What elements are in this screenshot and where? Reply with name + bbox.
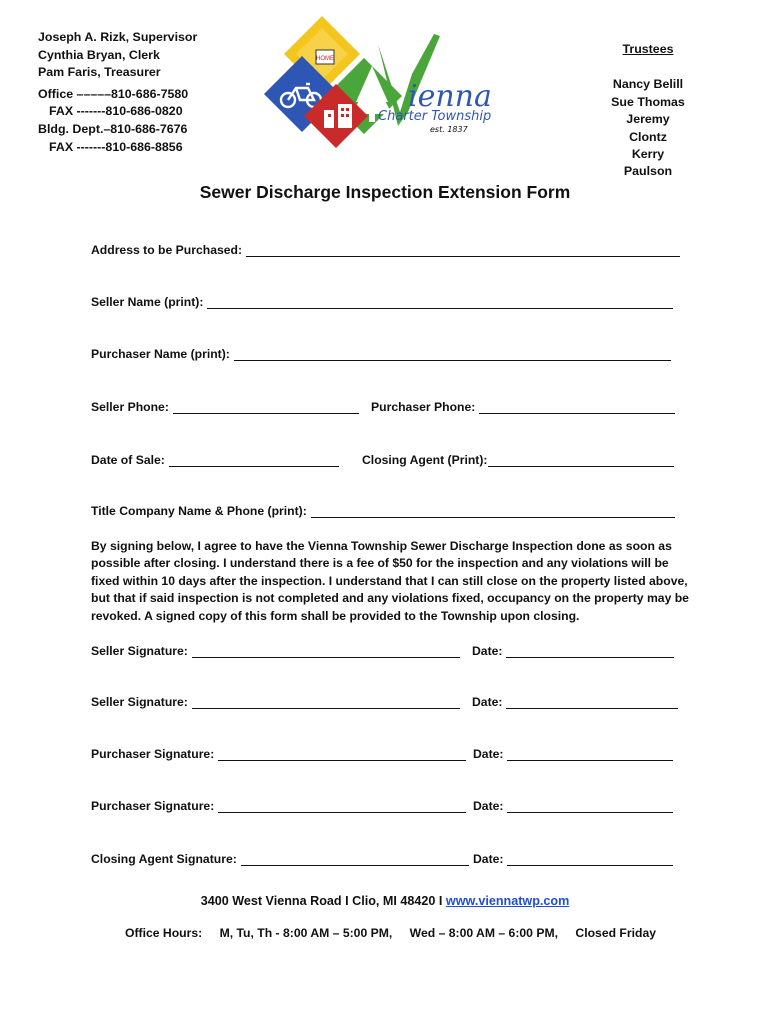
closing-agent-date-field bbox=[473, 852, 673, 866]
logo-subtitle: Charter Township bbox=[378, 109, 492, 124]
seller-phone-input[interactable] bbox=[173, 401, 359, 414]
officials-block bbox=[38, 29, 197, 156]
date-of-sale-field bbox=[91, 453, 339, 467]
title-company-field bbox=[91, 504, 675, 518]
purchaser-phone-field bbox=[371, 400, 675, 414]
title-company-label: Title Company Name & Phone (print): bbox=[91, 504, 307, 518]
website-link[interactable]: www.viennatwp.com bbox=[445, 894, 570, 908]
purchaser-name-field bbox=[91, 347, 671, 361]
hours-friday: Closed Friday bbox=[575, 926, 656, 940]
purchaser-signature-input[interactable] bbox=[218, 800, 466, 813]
logo-name: ienna bbox=[408, 79, 492, 114]
closing-agent-signature-label: Closing Agent Signature: bbox=[91, 852, 237, 866]
seller-signature-field-2 bbox=[91, 695, 460, 709]
closing-agent-print-label: Closing Agent (Print): bbox=[362, 453, 488, 467]
purchaser-date-field-1 bbox=[473, 747, 673, 761]
title-company-input[interactable] bbox=[311, 505, 675, 518]
purchaser-signature-label: Purchaser Signature: bbox=[91, 747, 215, 761]
seller-signature-input[interactable] bbox=[192, 696, 460, 709]
office-hours bbox=[125, 926, 670, 940]
address-input[interactable] bbox=[246, 244, 680, 257]
trustee-name: Nancy Belill bbox=[612, 77, 684, 92]
agreement-paragraph: By signing below, I agree to have the Vienna Township Sewer Discharge Inspection done as soon as possible after closing. I understand there is a fee of $50 for the inspection and any violations will be fixed within 10 days after the inspection. I understand that I can still close on the property listed above, but that if said inspection is not completed and any violations fixed, occupancy on the property may be revoked. A signed copy of this form shall be provided to the Township upon closing. bbox=[91, 539, 689, 623]
seller-signature-input[interactable] bbox=[192, 645, 460, 658]
official-supervisor: Joseph A. Rizk, Supervisor bbox=[38, 30, 198, 44]
date-input[interactable] bbox=[507, 748, 673, 761]
vienna-township-logo bbox=[262, 14, 512, 160]
seller-date-field-2 bbox=[472, 695, 678, 709]
trustee-name: Kerry Paulson bbox=[623, 147, 673, 179]
office-hours-label: Office Hours: bbox=[125, 926, 203, 940]
hours-wed: Wed – 8:00 AM – 6:00 PM, bbox=[409, 926, 559, 940]
seller-name-field bbox=[91, 295, 673, 309]
purchaser-date-field-2 bbox=[473, 799, 673, 813]
contact-office: Office –––––810-686-7580 bbox=[38, 86, 189, 101]
official-treasurer: Pam Faris, Treasurer bbox=[38, 65, 161, 80]
date-input[interactable] bbox=[506, 645, 674, 658]
closing-agent-signature-input[interactable] bbox=[241, 853, 469, 866]
seller-name-label: Seller Name (print): bbox=[91, 295, 204, 309]
svg-text:HOME: HOME bbox=[316, 56, 334, 62]
logo-est: est. 1837 bbox=[430, 125, 468, 134]
closing-agent-print-input[interactable] bbox=[488, 454, 674, 467]
trustees-block bbox=[568, 41, 688, 181]
contact-bldg-dept: Bldg. Dept.–810-686-7676 bbox=[38, 121, 188, 136]
date-input[interactable] bbox=[507, 853, 673, 866]
address-field bbox=[91, 243, 680, 257]
hours-mtuth: M, Tu, Th - 8:00 AM – 5:00 PM, bbox=[219, 926, 393, 940]
closing-agent-print-field bbox=[362, 453, 674, 467]
contact-fax: FAX -------810-686-0820 bbox=[49, 104, 183, 119]
purchaser-phone-input[interactable] bbox=[479, 401, 675, 414]
seller-phone-field bbox=[91, 400, 359, 414]
seller-phone-label: Seller Phone: bbox=[91, 400, 169, 414]
purchaser-signature-field-1 bbox=[91, 747, 466, 761]
seller-name-input[interactable] bbox=[207, 296, 673, 309]
closing-agent-signature-field bbox=[91, 852, 469, 866]
purchaser-signature-input[interactable] bbox=[218, 748, 466, 761]
footer-address-line bbox=[0, 894, 770, 908]
purchaser-name-label: Purchaser Name (print): bbox=[91, 347, 230, 361]
date-label: Date: bbox=[473, 852, 504, 866]
seller-signature-field-1 bbox=[91, 644, 460, 658]
date-input[interactable] bbox=[507, 800, 673, 813]
trustees-heading: Trustees bbox=[622, 42, 674, 56]
purchaser-name-input[interactable] bbox=[234, 348, 671, 361]
purchaser-signature-field-2 bbox=[91, 799, 466, 813]
date-label: Date: bbox=[473, 799, 504, 813]
form-title: Sewer Discharge Inspection Extension Form bbox=[199, 182, 571, 202]
footer-address: 3400 West Vienna Road I Clio, MI 48420 I bbox=[200, 894, 443, 908]
date-of-sale-label: Date of Sale: bbox=[91, 453, 165, 467]
trustee-name: Jeremy Clontz bbox=[626, 112, 670, 144]
trustee-name: Sue Thomas bbox=[611, 94, 685, 109]
address-label: Address to be Purchased: bbox=[91, 243, 243, 257]
date-of-sale-input[interactable] bbox=[169, 454, 339, 467]
seller-signature-label: Seller Signature: bbox=[91, 644, 188, 658]
official-clerk: Cynthia Bryan, Clerk bbox=[38, 47, 160, 62]
seller-date-field-1 bbox=[472, 644, 674, 658]
date-label: Date: bbox=[473, 747, 504, 761]
date-label: Date: bbox=[472, 695, 503, 709]
contact-fax-2: FAX -------810-686-8856 bbox=[49, 139, 183, 154]
date-label: Date: bbox=[472, 644, 503, 658]
purchaser-phone-label: Purchaser Phone: bbox=[371, 400, 476, 414]
date-input[interactable] bbox=[506, 696, 678, 709]
seller-signature-label: Seller Signature: bbox=[91, 695, 188, 709]
purchaser-signature-label: Purchaser Signature: bbox=[91, 799, 215, 813]
